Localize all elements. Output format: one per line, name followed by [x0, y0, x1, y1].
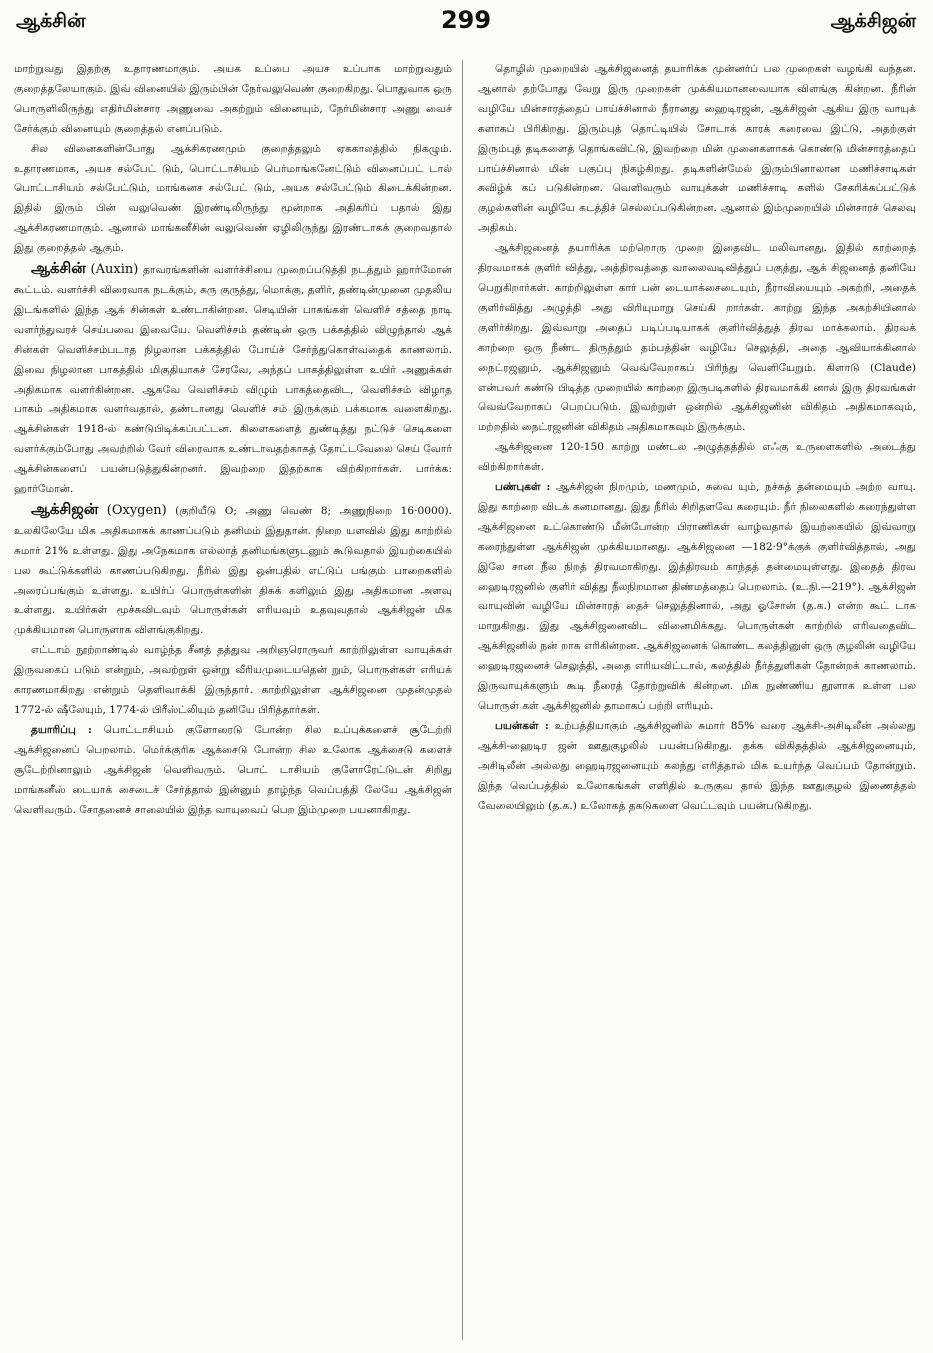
paragraph-history: எட்டாம் நூற்றாண்டில் வாழ்ந்த சீனத் தத்துவ அறிஞரொருவர் காற்றிலுள்ள வாயுக்கள் இருவகைப் படும் என்றும், அவற்றுள் ஒன்று வீரியமுடையதென் றும், பொருள்கள் எரியக் காரணமாகிறது என்றும் தெளிவாக்கி இருந்தார். காற்றிலுள்ள ஆக்சிஜனை முதன்முதல் 1772-ல் ஷீலேயும், 1774-ல் பிரீஸ்ட்லியும் தனியே பிரித்தார்கள்.: [14, 644, 452, 716]
left-column: [14, 60, 452, 1345]
entry-oxygen: [14, 500, 452, 641]
page-header: [16, 6, 916, 42]
running-head-right: ஆக்சிஜன்: [830, 10, 916, 32]
paragraph-uses: [478, 717, 916, 817]
paragraph-liquid-air: ஆக்சிஜனைத் தயாரிக்க மற்றொரு முறை இதைவிட மலிவானது. இதில் காற்றைத் திரவமாகக் குளிர் வித்து, அத்திரவத்தை வாலைவடிவித்துப் பகுத்து, ஆக் சிஜனைத் தனியே பெறுகிறார்கள். காற்றிலுள்ள கார் பன் டையாக்சைடையும், நீராவியையும் அகற்றி, அதைக் குளிர்வித்து அழுத்தி அது விரியுமாறு செய்கி றார்கள். காற்று இந்த அகற்சியினால் குளிர்கிறது. இவ்வாறு அதைப் படிப்படியாகக் குளிர்வித்துத் திரவ மாக்கலாம். திரவக் காற்றை ஒரு நீண்ட திருத்தும் தம்பத்தின் வழியே செலுத்தி, அதை ஆவியாக்கினால் நைட்ரஜனும், ஆக்சிஜனும் வெவ்வேறாகப் பிரிந்து வெளியேறும். கிளாடு (Claude) என்பவர் கண்டு பிடித்த முறையில் காற்றை இருபடிகளில் திரவமாக்கி னால் இரு திரவங்கள் வெவ்வேறாகப் பெறப்படும். இவற்றுள் ஒன்றில் ஆக்சிஜனின் விகிதம் அதிகமாகவும், மற்றதில் நைட்ரஜனின் விகிதம் அதிகமாகவும் இருக்கும்.: [478, 242, 916, 434]
entry-text-auxin: தாவரங்களின் வளர்ச்சியை முறைப்படுத்தி நடத்தும் ஹார்மோன் கூட்டம். வளர்ச்சி விரைவாக நடக்கும், கரு குருத்து, மொக்கு, தளிர், தண்டின்முனை முதலிய இடங்களில் இந்த ஆக் சின்கள் உண்டாகின்றன. செடியின் பாகங்கள் வெளிச் சத்தை நாடி வளர்ந்துவரச் செய்பவை இவையே. வெளிச்சம் தண்டின் ஒரு பக்கத்தில் விழுந்தால் ஆக் சின்கள் வெளிச்சம்படாத நிழலான பக்கத்தில் போய்ச் சேர்ந்துகொள்வதைக் காணலாம். இவை நிழலான பாகத்தில் மிகுதியாகச் சேரவே, அந்தப் பாகத்திலுள்ள உயிர் அணுக்கள் அதிகமாக வளர்கின்றன. ஆகவே வெளிச்சம் விழும் பாகத்தைவிட, வெளிச்சம் விழாத பாகம் அதிகமாக வளர்வதால், தண்டானது வெளிச் சம் இருக்கும் பக்கமாக வளைகிறது. ஆக்சின்கள் 1918-ல் கண்டுபிடிக்கப்பட்டன. கிளைகளைத் துண்டித்து நட்டுச் செடிகளை வளர்க்கும்போது அவற்றில் வேர் விரைவாக உண்டாவதற்காகத் தோட்டவேலை செய் வோர் ஆக்சின்களைப் பயன்படுத்துகின்றனர். இவற்றை இதற்காக விற்கிறார்கள். பார்க்க: ஹார்மோன்.: [14, 264, 452, 496]
entry-term-oxygen: ஆக்சிஜன்: [30, 499, 99, 518]
paragraph-reduction-end: மாற்றுவது இதற்கு உதாரணமாகும். அயக உப்பை அயச உப்பாக மாற்றுவதும் குறைத்தலேயாகும். இவ் வினையில் இரும்பின் நேர்வலுவெண் குறைகிறது. பொதுவாக ஒரு பொருளிலிருந்து எதிர்மின்சார அணுவை அகற்றும் வினையும், நேர்மின்சார அணு வைச் சேர்க்கும் வினையும் குறைத்தல் எனப்படும்.: [14, 63, 452, 135]
text-preparation: பொட்டாசியம் குளோரைடு போன்ற சில உப்புக்களைச் சூடேற்றி ஆக்சிஜனைப் பெறலாம். மெர்க்குரிக ஆக்சைடு போன்ற சில உலோக ஆக்சைடு களைச் சூடேற்றினாலும் ஆக்சிஜன் வெளிவரும். பொட் டாசியம் குளோரேட்டுடன் சிறிது மாங்கனீஸ் டையாக் சைடைச் சேர்த்தால் இன்னும் தாழ்ந்த வெப்பத்தி லேயே ஆக்சிஜன் வெளிவரும். சோதனைச் சாலையில் இந்த வாயுவைப் பெற இம்முறை பயனாகிறது.: [14, 723, 452, 816]
text-properties: ஆக்சிஜன் நிறமும், மணமும், சுவை யும், நச்சுத் தன்மையும் அற்ற வாயு. இது காற்றை விடக் கனமானது. இது நீரில் சிறிதளவே கரையும். நீர் நிலைகளில் கரைந்துள்ள ஆக்சிஜனை உட்கொண்டு மீன்போன்ற பிராணிகள் வாழ்வதால் இயற்கையில் இவ்வாறு கரைந்துள்ள ஆக்சிஜன் முக்கியமானது. ஆக்சிஜனை —182·9°க்குக் குளிர்வித்தால், அது இலே சான நீல நிறத் திரவமாகிறது. இத்திரவம் காந்தத் தன்மையுள்ளது. இதைத் திரவ ஹைடிரஜனில் குளிர் வித்து நீலநிறமான திண்மத்தைப் பெறலாம். (உ.நி.—219°). ஆக்சிஜன் வாயுவின் வழியே மின்சாரத் தைச் செலுத்தினால், அது ஓசோன் (த.க.) என்ற கூட் டாக மாறுகிறது. இது ஆக்சிஜனைவிட வினைமிக்கது. பொருள்கள் காற்றில் எரிவதைவிட ஆக்சிஜனில் நன் றாக எரிகின்றன. ஆக்சிஜனைக் கொண்ட கலத்தினுள் ஒரு குழலின் வழியே ஹைடிரஜனைச் செலுத்தி, அதை எரியவிட்டால், கலத்தில் நீர்த்துளிகள் தோன்றக் காணலாம். இருவாயுக்களும் கூடி நீரைத் தோற்றுவிக் கின்றன. மிக நுண்ணிய தூளாக உள்ள பல பொருள் கள் ஆக்சிஜனில் தாமாகப் பற்றி எரியும்.: [478, 481, 916, 712]
entry-auxin: [14, 259, 452, 500]
paragraph-preparation: [14, 721, 452, 821]
paragraph-cylinders: ஆக்சிஜனை 120-150 காற்று மண்டல அழுத்தத்தில் எஃகு உருளைகளில் அடைத்து விற்கிறார்கள்.: [478, 441, 916, 474]
entry-text-oxygen: (குறியீடு O; அணு வெண் 8; அணுநிறை 16·0000). உலகிலேயே மிக அதிகமாகக் காணப்படும் தனிமம் இதுதான். நிறை யளவில் இது காற்றில் சுமார் 21% உள்ளது. இது அநேகமாக எல்லாத் தனிமங்களுடனும் கூடுவதால் இயற்கையில் பல கூட்டுக்களில் காணப்படுகிறது. நீரில் இது ஒன்பதில் எட்டுப் பங்கும் பாறைகளில் அரைப்பங்கும் உள்ளது. உயிர்ப் பொருள்களின் திசுக் களிலும் இது அதிகமான அளவு உள்ளது. உயிர்கள் மூச்சுவிடவும் பொருள்கள் எரியவும் உதவுவதால் ஆக்சிஜன் மிக முக்கியமான பொருளாக விளங்குகிறது.: [14, 504, 452, 637]
paragraph-redox: சில வினைகளின்போது ஆக்சிகரணமும் குறைத்தலும் ஏககாலத்தில் நிகழும். உதாரணமாக, அயச சல்பேட் டும், பொட்டாசியம் பெர்மாங்கனேட்டும் வினைப்பட் டால் பொட்டாசியம் சல்பேட்டும், மாங்கனச சல்பேட் டும், அயக சல்பேட்டும் கிடைக்கின்றன. இதில் இரும் பின் வலுவெண் இரண்டிலிருந்து மூன்றாக அதிகரிப் பதால் இது ஆக்சிகரணமாகும். ஆனால் மாங்கனீசின் வலுவெண் ஏழிலிருந்து இரண்டாகக் குறைவதால் இது குறைத்தல் ஆகும்.: [14, 142, 452, 255]
text-uses: உற்பத்தியாகும் ஆக்சிஜனில் சுமார் 85% வரை ஆக்சி-அசிடிலீன் அல்லது ஆக்சி-ஹைடிர ஜன் ஊதுகுழலில் பயன்படுகிறது. தக்க விகிதத்தில் ஆக்சிஜனையும், அசிடிலீன் அல்லது ஹைடிரஜனையும் கலந்து எரித்தால் மிக உயர்ந்த வெப்பம் தோன்றும். இந்த வெப்பத்தில் உலோகங்கள் எளிதில் உருகுவ தால் இந்த ஊதுகுழல் இணைத்தல் வேலையிலும் (த.க.) உலோகத் தகடுகளை வெட்டவும் பயன்படுகிறது.: [478, 719, 916, 812]
subheading-properties: பண்புகள் :: [494, 481, 551, 494]
subheading-uses: பயன்கள் :: [494, 719, 549, 732]
column-divider: [462, 60, 463, 1340]
entry-term-auxin: ஆக்சின்: [30, 259, 86, 278]
running-head-left: ஆக்சின்: [16, 10, 86, 32]
entry-latin-auxin: (Auxin): [90, 262, 139, 278]
entry-latin-oxygen: (Oxygen): [106, 502, 167, 518]
subheading-preparation: தயாரிப்பு :: [30, 723, 92, 736]
page-number: 299: [440, 6, 492, 34]
right-column: [478, 60, 916, 1345]
paragraph-industrial: தொழில் முறையில் ஆக்சிஜனைத் தயாரிக்க முன்னர்ப் பல முறைகள் வழங்கி வந்தன. ஆனால் தற்போது வேறு இரு முறைகள் முக்கியமானவையாக விளங்கு கின்றன. நீரின் வழியே மின்சாரத்தைப் பாய்ச்சினால் நீரானது ஹைடிரஜன், ஆக்சிஜன் ஆகிய இரு வாயுக் களாகப் பிரிகிறது. இரும்புத் தொட்டியில் சோடாக் காரக் கரைவை இட்டு, அதற்குள் இரும்புத் தடிகளைத் தொங்கவிட்டு, இவற்றை மின் முனைகளாகக் கொண்டு மின்சாரத்தைப் பாய்ச்சினால் மின் பகுப்பு நிகழ்கிறது. தடிகளின்மேல் இரும்பினாலான மணிச்சாடிகள் கவிழ்க் கப் படுகின்றன. வெளிவரும் வாயுக்கள் மணிச்சாடி களில் சேகரிக்கப்பட்டுக் குழல்களின் வழியே கடத்திச் செல்லப்படுகின்றன. ஆனால் இம்முறையில் மின்சாரச் செலவு அதிகம்.: [478, 63, 916, 235]
paragraph-properties: [478, 478, 916, 717]
